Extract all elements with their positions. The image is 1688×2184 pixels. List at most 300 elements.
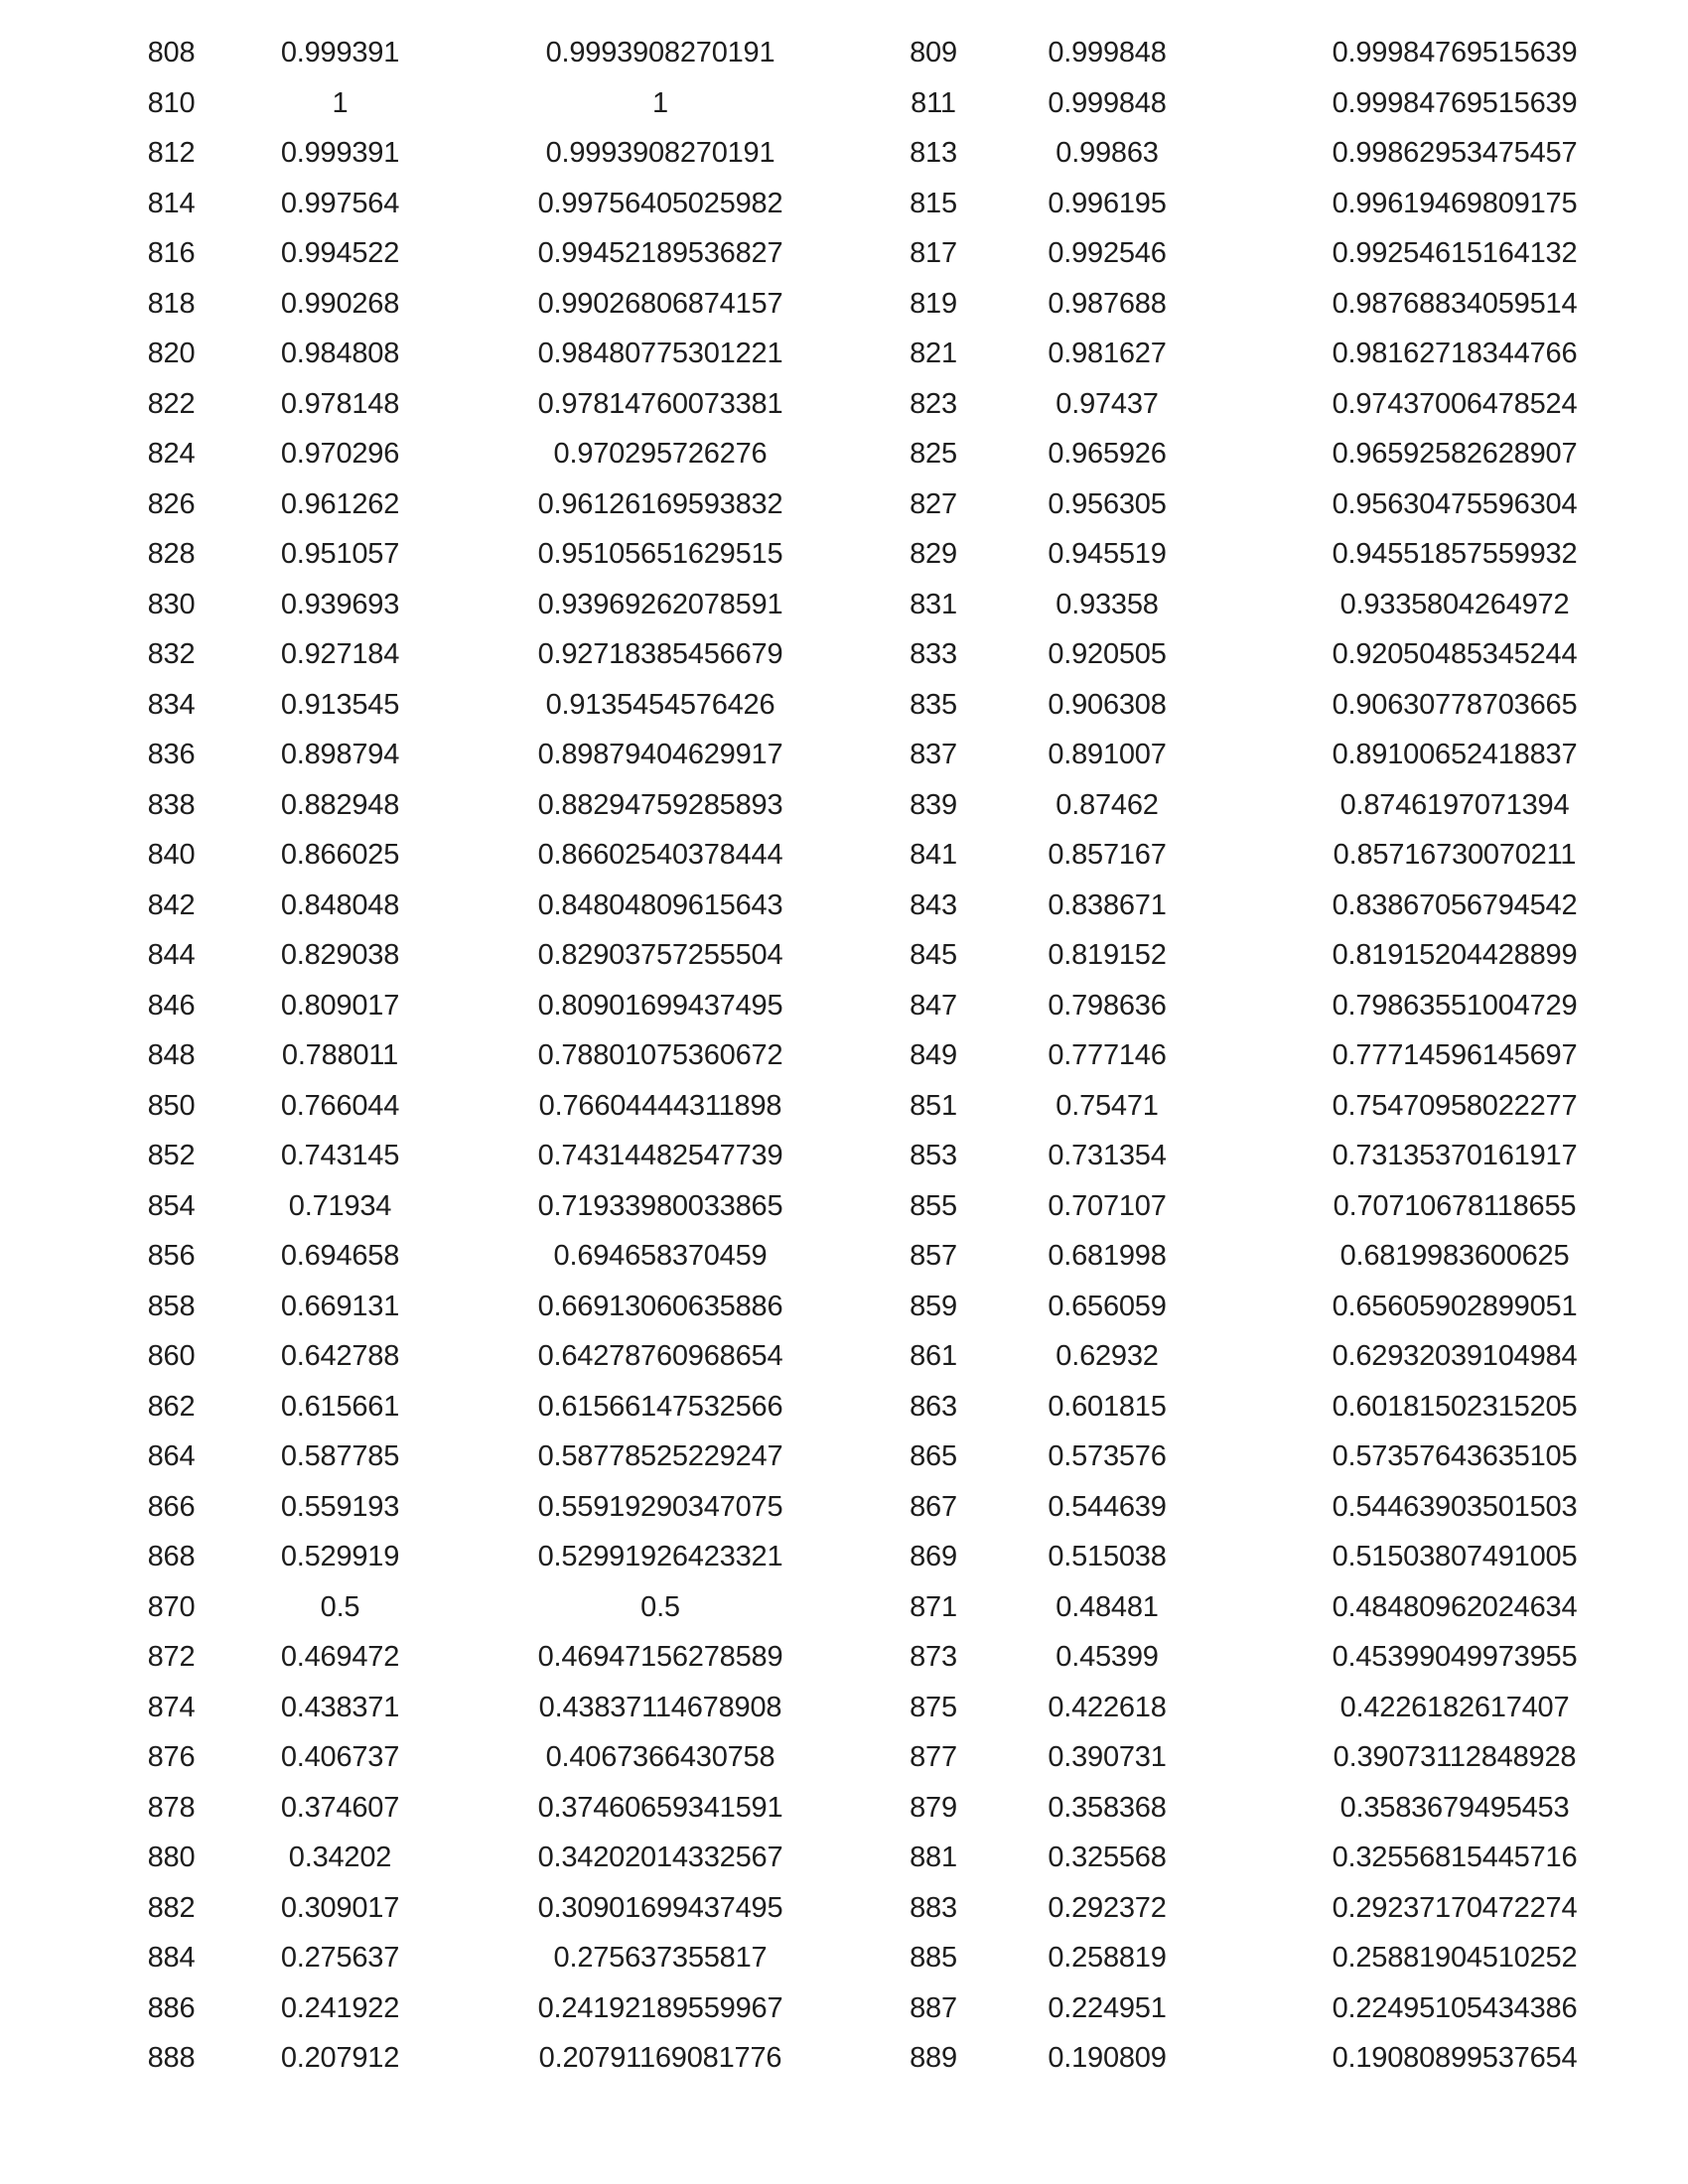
right-index-cell: 845 (910, 939, 957, 971)
right-full-precision-cell: 0.96592582628907 (1332, 438, 1578, 470)
left-index-cell: 864 (147, 1440, 196, 1472)
row-left-pad (0, 128, 109, 179)
right-value-cell: 0.258819 (1048, 1942, 1167, 1974)
table-body (0, 28, 1688, 2084)
right-value-cell: 0.97437 (1055, 387, 1159, 420)
right-full-precision-cell: 0.6819983600625 (1339, 1240, 1570, 1272)
row-left-pad (0, 1331, 109, 1382)
right-index-cell: 809 (910, 37, 957, 68)
table-row (0, 1081, 1688, 1132)
table-row (0, 1331, 1688, 1382)
row-left-pad (0, 1382, 109, 1433)
left-full-precision-cell: 0.71933980033865 (537, 1189, 783, 1222)
right-value-cell: 0.945519 (1048, 538, 1167, 570)
right-full-precision-cell: 0.89100652418837 (1332, 739, 1578, 770)
left-value-cell: 0.438371 (280, 1691, 400, 1723)
right-full-precision-cell: 0.48480962024634 (1332, 1590, 1578, 1623)
left-full-precision-cell: 0.24192189559967 (537, 1991, 783, 2024)
left-value-cell: 0.766044 (280, 1089, 400, 1122)
right-full-precision-cell: 0.9335804264972 (1339, 588, 1570, 620)
right-full-precision-cell: 0.8746197071394 (1339, 788, 1570, 821)
right-index-cell: 833 (910, 638, 957, 670)
right-full-precision-cell: 0.4226182617407 (1339, 1691, 1570, 1723)
right-full-precision-cell: 0.60181502315205 (1332, 1390, 1578, 1423)
left-index-cell: 844 (147, 939, 196, 971)
row-left-pad (0, 1933, 109, 1983)
right-value-cell: 0.707107 (1048, 1189, 1167, 1222)
left-value-cell: 0.5 (320, 1590, 360, 1623)
table-row (0, 379, 1688, 430)
left-value-cell: 0.961262 (280, 487, 400, 520)
left-value-cell: 0.866025 (280, 839, 400, 871)
right-full-precision-cell: 0.92050485345244 (1332, 638, 1578, 670)
row-left-pad (0, 881, 109, 931)
row-left-pad (0, 981, 109, 1031)
right-full-precision-cell: 0.70710678118655 (1333, 1189, 1577, 1222)
left-value-cell: 0.406737 (280, 1741, 400, 1773)
row-left-pad (0, 580, 109, 630)
table-row (0, 228, 1688, 279)
left-index-cell: 874 (147, 1691, 196, 1723)
row-left-pad (0, 228, 109, 279)
right-value-cell: 0.857167 (1048, 839, 1167, 871)
left-index-cell: 816 (147, 237, 196, 269)
row-left-pad (0, 1883, 109, 1934)
right-index-cell: 859 (910, 1290, 957, 1322)
row-left-pad (0, 429, 109, 479)
right-full-precision-cell: 0.98162718344766 (1332, 338, 1578, 369)
right-value-cell: 0.891007 (1048, 739, 1167, 770)
right-full-precision-cell: 0.3583679495453 (1339, 1791, 1570, 1824)
left-full-precision-cell: 0.99756405025982 (537, 187, 783, 219)
left-value-cell: 0.529919 (280, 1541, 400, 1572)
right-index-cell: 815 (910, 187, 957, 219)
right-index-cell: 853 (910, 1140, 957, 1171)
right-full-precision-cell: 0.99984769515639 (1332, 37, 1578, 68)
right-index-cell: 835 (910, 688, 957, 721)
left-index-cell: 814 (147, 187, 196, 219)
left-value-cell: 0.615661 (280, 1390, 400, 1423)
right-full-precision-cell: 0.99984769515639 (1332, 86, 1578, 119)
right-value-cell: 0.573576 (1048, 1440, 1167, 1472)
left-index-cell: 850 (147, 1089, 196, 1122)
right-full-precision-cell: 0.99862953475457 (1332, 137, 1578, 169)
table-row (0, 881, 1688, 931)
right-full-precision-cell: 0.54463903501503 (1332, 1490, 1578, 1523)
right-full-precision-cell: 0.85716730070211 (1333, 839, 1577, 871)
left-full-precision-cell: 0.4067366430758 (545, 1741, 775, 1773)
right-index-cell: 889 (910, 2042, 957, 2074)
table-row (0, 479, 1688, 530)
right-index-cell: 883 (910, 1891, 957, 1924)
right-full-precision-cell: 0.57357643635105 (1332, 1440, 1578, 1472)
left-full-precision-cell: 0.9993908270191 (545, 37, 775, 68)
table-row (0, 529, 1688, 580)
left-full-precision-cell: 0.80901699437495 (537, 989, 783, 1022)
right-index-cell: 855 (910, 1189, 957, 1222)
right-value-cell: 0.390731 (1048, 1741, 1167, 1773)
left-index-cell: 854 (147, 1189, 196, 1222)
table-row (0, 1632, 1688, 1683)
left-value-cell: 0.71934 (288, 1189, 392, 1222)
left-value-cell: 0.882948 (280, 788, 400, 821)
right-full-precision-cell: 0.73135370161917 (1332, 1140, 1578, 1171)
left-index-cell: 826 (147, 487, 196, 520)
right-full-precision-cell: 0.81915204428899 (1332, 939, 1578, 971)
left-value-cell: 0.309017 (280, 1891, 400, 1924)
row-left-pad (0, 28, 109, 78)
left-value-cell: 0.642788 (280, 1340, 400, 1372)
numeric-table (0, 28, 1688, 2084)
left-value-cell: 0.374607 (280, 1791, 400, 1824)
right-full-precision-cell: 0.62932039104984 (1332, 1340, 1578, 1372)
row-left-pad (0, 930, 109, 981)
row-left-pad (0, 329, 109, 379)
left-value-cell: 0.913545 (280, 688, 400, 721)
table-row (0, 1833, 1688, 1883)
right-full-precision-cell: 0.45399049973955 (1332, 1641, 1578, 1673)
table-row (0, 2033, 1688, 2084)
right-value-cell: 0.93358 (1055, 588, 1159, 620)
right-value-cell: 0.681998 (1048, 1240, 1167, 1272)
left-index-cell: 820 (147, 338, 196, 369)
right-full-precision-cell: 0.25881904510252 (1332, 1942, 1578, 1974)
table-row (0, 78, 1688, 129)
right-index-cell: 831 (910, 588, 957, 620)
left-full-precision-cell: 0.20791169081776 (538, 2042, 782, 2074)
row-left-pad (0, 780, 109, 831)
left-full-precision-cell: 0.78801075360672 (537, 1039, 783, 1071)
left-index-cell: 858 (147, 1290, 196, 1322)
row-left-pad (0, 730, 109, 780)
right-value-cell: 0.920505 (1048, 638, 1167, 670)
left-full-precision-cell: 0.66913060635886 (537, 1290, 783, 1322)
left-full-precision-cell: 0.96126169593832 (537, 487, 783, 520)
right-value-cell: 0.75471 (1055, 1089, 1159, 1122)
table-row (0, 1783, 1688, 1834)
table-row (0, 128, 1688, 179)
left-index-cell: 836 (147, 739, 196, 770)
table-row (0, 930, 1688, 981)
left-full-precision-cell: 0.30901699437495 (537, 1891, 783, 1924)
right-index-cell: 875 (910, 1691, 957, 1723)
right-index-cell: 841 (910, 839, 957, 871)
left-index-cell: 830 (147, 588, 196, 620)
right-index-cell: 825 (910, 438, 957, 470)
right-value-cell: 0.981627 (1048, 338, 1167, 369)
left-full-precision-cell: 0.52991926423321 (537, 1541, 783, 1572)
left-index-cell: 822 (147, 387, 196, 420)
table-row (0, 1582, 1688, 1633)
left-index-cell: 882 (147, 1891, 196, 1924)
row-left-pad (0, 680, 109, 731)
left-index-cell: 872 (147, 1641, 196, 1673)
left-value-cell: 0.587785 (280, 1440, 400, 1472)
left-value-cell: 0.34202 (288, 1842, 392, 1873)
left-index-cell: 840 (147, 839, 196, 871)
right-index-cell: 817 (910, 237, 957, 269)
right-value-cell: 0.190809 (1048, 2042, 1167, 2074)
left-index-cell: 868 (147, 1541, 196, 1572)
left-index-cell: 810 (147, 86, 196, 119)
right-full-precision-cell: 0.98768834059514 (1332, 287, 1578, 320)
right-index-cell: 823 (910, 387, 957, 420)
right-value-cell: 0.996195 (1048, 187, 1167, 219)
right-full-precision-cell: 0.75470958022277 (1332, 1089, 1578, 1122)
left-index-cell: 846 (147, 989, 196, 1022)
row-left-pad (0, 2033, 109, 2084)
right-full-precision-cell: 0.94551857559932 (1332, 538, 1578, 570)
table-row (0, 329, 1688, 379)
right-value-cell: 0.325568 (1048, 1842, 1167, 1873)
right-value-cell: 0.601815 (1048, 1390, 1167, 1423)
row-left-pad (0, 1181, 109, 1232)
left-value-cell: 0.788011 (281, 1039, 399, 1071)
right-full-precision-cell: 0.99254615164132 (1332, 237, 1578, 269)
table-row (0, 1883, 1688, 1934)
right-value-cell: 0.87462 (1055, 788, 1159, 821)
right-index-cell: 849 (910, 1039, 957, 1071)
row-left-pad (0, 1532, 109, 1582)
left-value-cell: 0.275637 (280, 1942, 400, 1974)
left-full-precision-cell: 0.9993908270191 (545, 137, 775, 169)
left-full-precision-cell: 0.5 (640, 1590, 680, 1623)
right-full-precision-cell: 0.90630778703665 (1332, 688, 1578, 721)
right-index-cell: 861 (910, 1340, 957, 1372)
right-full-precision-cell: 0.65605902899051 (1332, 1290, 1578, 1322)
table-row (0, 28, 1688, 78)
left-full-precision-cell: 1 (652, 86, 668, 119)
left-index-cell: 860 (147, 1340, 196, 1372)
right-index-cell: 873 (910, 1641, 957, 1673)
left-value-cell: 0.984808 (280, 338, 400, 369)
right-value-cell: 0.956305 (1048, 487, 1167, 520)
row-left-pad (0, 1732, 109, 1783)
left-index-cell: 828 (147, 538, 196, 570)
row-left-pad (0, 1683, 109, 1733)
left-full-precision-cell: 0.275637355817 (553, 1942, 768, 1974)
table-row (0, 830, 1688, 881)
left-index-cell: 838 (147, 788, 196, 821)
right-value-cell: 0.62932 (1055, 1340, 1159, 1372)
right-value-cell: 0.48481 (1055, 1590, 1159, 1623)
left-full-precision-cell: 0.55919290347075 (537, 1490, 783, 1523)
table-row (0, 1231, 1688, 1282)
left-index-cell: 870 (147, 1590, 196, 1623)
left-full-precision-cell: 0.95105651629515 (537, 538, 783, 570)
right-index-cell: 887 (910, 1991, 957, 2024)
left-index-cell: 876 (147, 1741, 196, 1773)
right-index-cell: 811 (911, 86, 956, 119)
row-left-pad (0, 1783, 109, 1834)
table-row (0, 780, 1688, 831)
row-left-pad (0, 830, 109, 881)
left-index-cell: 862 (147, 1390, 196, 1423)
left-full-precision-cell: 0.34202014332567 (537, 1842, 783, 1873)
left-index-cell: 818 (147, 287, 196, 320)
right-full-precision-cell: 0.29237170472274 (1332, 1891, 1578, 1924)
left-full-precision-cell: 0.74314482547739 (537, 1140, 783, 1171)
table-row (0, 1282, 1688, 1332)
left-full-precision-cell: 0.89879404629917 (537, 739, 783, 770)
left-full-precision-cell: 0.694658370459 (553, 1240, 768, 1272)
right-full-precision-cell: 0.83867056794542 (1332, 888, 1578, 921)
left-value-cell: 0.970296 (280, 438, 400, 470)
left-full-precision-cell: 0.37460659341591 (537, 1791, 783, 1824)
left-value-cell: 0.207912 (280, 2042, 400, 2074)
right-index-cell: 837 (910, 739, 957, 770)
row-left-pad (0, 479, 109, 530)
table-row (0, 1732, 1688, 1783)
table-row (0, 1030, 1688, 1081)
left-value-cell: 0.694658 (280, 1240, 400, 1272)
left-value-cell: 0.469472 (280, 1641, 400, 1673)
right-index-cell: 857 (910, 1240, 957, 1272)
left-index-cell: 808 (147, 37, 196, 68)
row-left-pad (0, 78, 109, 129)
row-left-pad (0, 179, 109, 229)
right-index-cell: 879 (910, 1791, 957, 1824)
left-full-precision-cell: 0.84804809615643 (537, 888, 783, 921)
right-index-cell: 829 (910, 538, 957, 570)
row-left-pad (0, 529, 109, 580)
right-value-cell: 0.224951 (1048, 1991, 1167, 2024)
right-value-cell: 0.422618 (1048, 1691, 1167, 1723)
right-full-precision-cell: 0.97437006478524 (1332, 387, 1578, 420)
left-value-cell: 0.559193 (280, 1490, 400, 1523)
left-full-precision-cell: 0.92718385456679 (537, 638, 783, 670)
right-index-cell: 843 (910, 888, 957, 921)
right-value-cell: 0.987688 (1048, 287, 1167, 320)
right-index-cell: 827 (910, 487, 957, 520)
left-full-precision-cell: 0.64278760968654 (537, 1340, 783, 1372)
left-value-cell: 0.743145 (280, 1140, 400, 1171)
left-index-cell: 884 (147, 1942, 196, 1974)
table-row (0, 1382, 1688, 1433)
right-full-precision-cell: 0.99619469809175 (1332, 187, 1578, 219)
right-full-precision-cell: 0.95630475596304 (1332, 487, 1578, 520)
right-full-precision-cell: 0.22495105434386 (1332, 1991, 1578, 2024)
left-full-precision-cell: 0.9135454576426 (545, 688, 775, 721)
left-full-precision-cell: 0.82903757255504 (537, 939, 783, 971)
row-left-pad (0, 279, 109, 330)
left-index-cell: 842 (147, 888, 196, 921)
right-value-cell: 0.906308 (1048, 688, 1167, 721)
left-index-cell: 866 (147, 1490, 196, 1523)
table-row (0, 279, 1688, 330)
row-left-pad (0, 1632, 109, 1683)
right-index-cell: 819 (910, 287, 957, 320)
left-index-cell: 880 (147, 1842, 196, 1873)
right-index-cell: 839 (910, 788, 957, 821)
table-row (0, 730, 1688, 780)
left-value-cell: 0.999391 (280, 137, 400, 169)
row-left-pad (0, 629, 109, 680)
right-index-cell: 813 (910, 137, 957, 169)
right-index-cell: 877 (910, 1741, 957, 1773)
left-index-cell: 832 (147, 638, 196, 670)
table-row (0, 1983, 1688, 2034)
table-row (0, 429, 1688, 479)
right-value-cell: 0.731354 (1048, 1140, 1167, 1171)
left-value-cell: 0.241922 (280, 1991, 400, 2024)
left-index-cell: 812 (147, 137, 196, 169)
right-index-cell: 847 (910, 989, 957, 1022)
left-index-cell: 824 (147, 438, 196, 470)
right-index-cell: 851 (910, 1089, 957, 1122)
right-index-cell: 821 (910, 338, 957, 369)
left-value-cell: 0.848048 (280, 888, 400, 921)
right-index-cell: 871 (910, 1590, 957, 1623)
left-value-cell: 0.999391 (280, 37, 400, 68)
right-index-cell: 863 (910, 1390, 957, 1423)
left-full-precision-cell: 0.98480775301221 (537, 338, 783, 369)
right-value-cell: 0.999848 (1048, 86, 1167, 119)
right-value-cell: 0.798636 (1048, 989, 1167, 1022)
row-left-pad (0, 1231, 109, 1282)
right-value-cell: 0.777146 (1048, 1039, 1167, 1071)
table-row (0, 629, 1688, 680)
left-full-precision-cell: 0.97814760073381 (537, 387, 783, 420)
left-value-cell: 0.898794 (280, 739, 400, 770)
table-row (0, 1131, 1688, 1181)
right-full-precision-cell: 0.32556815445716 (1332, 1842, 1578, 1873)
right-value-cell: 0.838671 (1048, 888, 1167, 921)
left-index-cell: 888 (147, 2042, 196, 2074)
left-value-cell: 0.669131 (280, 1290, 400, 1322)
right-full-precision-cell: 0.19080899537654 (1332, 2042, 1578, 2074)
row-left-pad (0, 1432, 109, 1482)
table-row (0, 1482, 1688, 1533)
left-value-cell: 0.978148 (280, 387, 400, 420)
right-value-cell: 0.999848 (1048, 37, 1167, 68)
left-value-cell: 0.990268 (280, 287, 400, 320)
left-full-precision-cell: 0.76604444311898 (538, 1089, 782, 1122)
right-value-cell: 0.292372 (1048, 1891, 1167, 1924)
left-value-cell: 0.809017 (280, 989, 400, 1022)
row-left-pad (0, 1482, 109, 1533)
left-value-cell: 0.951057 (280, 538, 400, 570)
left-value-cell: 0.994522 (280, 237, 400, 269)
left-index-cell: 856 (147, 1240, 196, 1272)
table-row (0, 981, 1688, 1031)
left-value-cell: 0.927184 (280, 638, 400, 670)
right-index-cell: 885 (910, 1942, 957, 1974)
right-full-precision-cell: 0.39073112848928 (1333, 1741, 1577, 1773)
left-index-cell: 848 (147, 1039, 196, 1071)
left-full-precision-cell: 0.43837114678908 (538, 1691, 782, 1723)
left-full-precision-cell: 0.86602540378444 (537, 839, 783, 871)
left-full-precision-cell: 0.46947156278589 (537, 1641, 783, 1673)
left-value-cell: 0.939693 (280, 588, 400, 620)
left-value-cell: 0.997564 (280, 187, 400, 219)
left-index-cell: 852 (147, 1140, 196, 1171)
left-full-precision-cell: 0.970295726276 (553, 438, 768, 470)
right-full-precision-cell: 0.79863551004729 (1332, 989, 1578, 1022)
table-row (0, 1181, 1688, 1232)
right-value-cell: 0.992546 (1048, 237, 1167, 269)
row-left-pad (0, 1833, 109, 1883)
table-row (0, 1432, 1688, 1482)
row-left-pad (0, 1030, 109, 1081)
table-row (0, 1683, 1688, 1733)
right-value-cell: 0.819152 (1048, 939, 1167, 971)
row-left-pad (0, 379, 109, 430)
row-left-pad (0, 1131, 109, 1181)
left-index-cell: 878 (147, 1791, 196, 1824)
right-value-cell: 0.965926 (1048, 438, 1167, 470)
right-value-cell: 0.515038 (1048, 1541, 1167, 1572)
